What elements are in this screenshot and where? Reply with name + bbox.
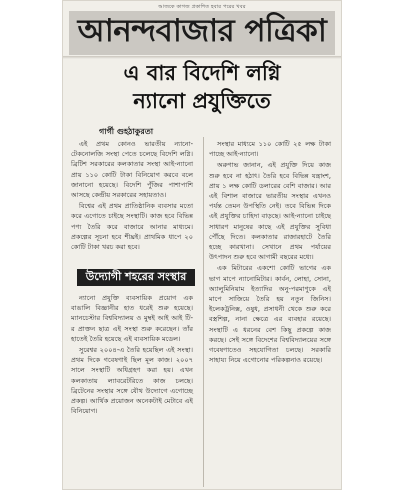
section-subhead: উদ্যোগী শহরের সংস্থার [77, 269, 195, 286]
paragraph: সংস্থার মাধ্যমে ১১০ কোটি ২৫ লক্ষ টাকা পাচ্ছে আই-ন্যানো। [209, 140, 331, 159]
right-column [209, 139, 331, 366]
headline-line-2: ন্যানো প্রযুক্তিতে [133, 88, 271, 113]
paragraph: সুরেশ্বর ২০০৪-এ তৈরি হয়েছিল এই সংস্থা। প্রথম দিকে গবেষণাই ছিল মূল কাজ। ২০০৭ সালে সংস্থাটি অধিগ্রহণ করা হয়। এখন কলকাতায় ল্যাবরেটরিতে কাজ চলছে। ব্রিটেনের সংস্থার সঙ্গে যৌথ উদ্যোগে এগোচ্ছে প্রকল্প। আর্থিক প্রয়োজন অনেকটাই মেটাবে এই বিনিয়োগ। [71, 346, 193, 416]
paragraph: এই প্রথম কোনও ভারতীয় ন্যানো-টেকনোলজি সংস্থা পেতে চলেছে বিদেশি লগ্নি। ব্রিটিশ সরকারের কলকাতার সংস্থা আই-ন্যানো প্রায় ১১০ কোটি টাকা বিনিয়োগ করবে বলে জানানো হয়েছে। বিদেশি পুঁজির পাশাপাশি আসছে কেন্দ্রীয় সরকারের সহায়তাও। [71, 140, 193, 200]
headline-line-1: এ বার বিদেশি লগ্নি [123, 60, 281, 85]
newspaper-name: আনন্দবাজার পত্রিকা [77, 13, 327, 49]
column-divider [203, 137, 204, 487]
byline: গার্গী গুহঠাকুরতা [99, 127, 154, 136]
paragraph: বিশ্বের এই প্রথম প্রাতিষ্ঠানিক ব্যবসার মতো করে এগোতে চাইছে সংস্থাটি। কাজ হবে বিভিন্ন পণ্য তৈরি করে বাজারে আনার মাধ্যমে। প্রকল্পের সূচনা হবে শীঘ্রই। প্রাথমিক ধাপে ২০ কোটি টাকা খরচ করা হবে। [71, 202, 193, 252]
masthead [69, 11, 335, 55]
masthead-tagline: আজকে কাগজ প্রকাশিত হবার পরের খবর [158, 4, 246, 10]
left-column-bottom [71, 293, 193, 417]
paragraph: অরুণাভ জানান, এই প্রযুক্তি দিয়ে কাজ শুরু হবে না হঠাৎ। তৈরি হবে বিভিন্ন যন্ত্রাংশ, প্রায় ১ লক্ষ কোটি ডলারের বেশি বাজার। আর এই বিশাল বাজারে ভারতীয় সংস্থার এখনও পর্যন্ত তেমন উপস্থিতি নেই। তবে বিভিন্ন দিকে এই প্রযুক্তির চাহিদা বাড়ছে। আই-ন্যানো চাইছে সাধারণ মানুষের কাছে এই প্রযুক্তির সুবিধা পৌঁছে দিতে। কলকাতার রাজারহাটে তৈরি হচ্ছে কারখানা। সেখানে প্রথম পর্যায়ের উৎপাদন শুরু হবে আগামী বছরের মধ্যে। [209, 161, 331, 262]
paragraph: এক মিটারের একশো কোটি ভাগের এক ভাগ মাপে ন্যানোমিটার। কার্বন, লোহা, সোনা, অ্যালুমিনিয়াম ইত্যাদির অনু-পরমাণুকে এই মাপে সাজিয়ে তৈরি হয় নতুন জিনিস। ইলেকট্রনিক্স, ওষুধ, প্রসাধনী থেকে শুরু করে বস্ত্রশিল্প, নানা ক্ষেত্রে এর ব্যবহার রয়েছে। সংস্থাটি এ ধরনের বেশ কিছু প্রকল্পে কাজ করছে। সেই সঙ্গে বিদেশের বিশ্ববিদ্যালয়ের সঙ্গে গবেষণাতেও সহযোগিতা চলছে। সরকারি সাহায্য নিয়ে এগোনোর পরিকল্পনাও রয়েছে। [209, 264, 331, 365]
newspaper-clipping [62, 0, 342, 490]
paragraph: ন্যানো প্রযুক্তি ব্যবসায়িক প্রয়োগ এক বাঙালি বিজ্ঞানীর হাত ধরেই শুরু হয়েছে। ম্যানচেস্টার বিশ্ববিদ্যালয় ও মুম্বই আই আই টি-র প্রাক্তন ছাত্র এই সংস্থা শুরু করেছেন। তাঁর হাতেই তৈরি হয়েছে এই ব্যবসায়িক মডেল। [71, 294, 193, 343]
article-headline [63, 59, 341, 115]
left-column-top [71, 139, 193, 253]
